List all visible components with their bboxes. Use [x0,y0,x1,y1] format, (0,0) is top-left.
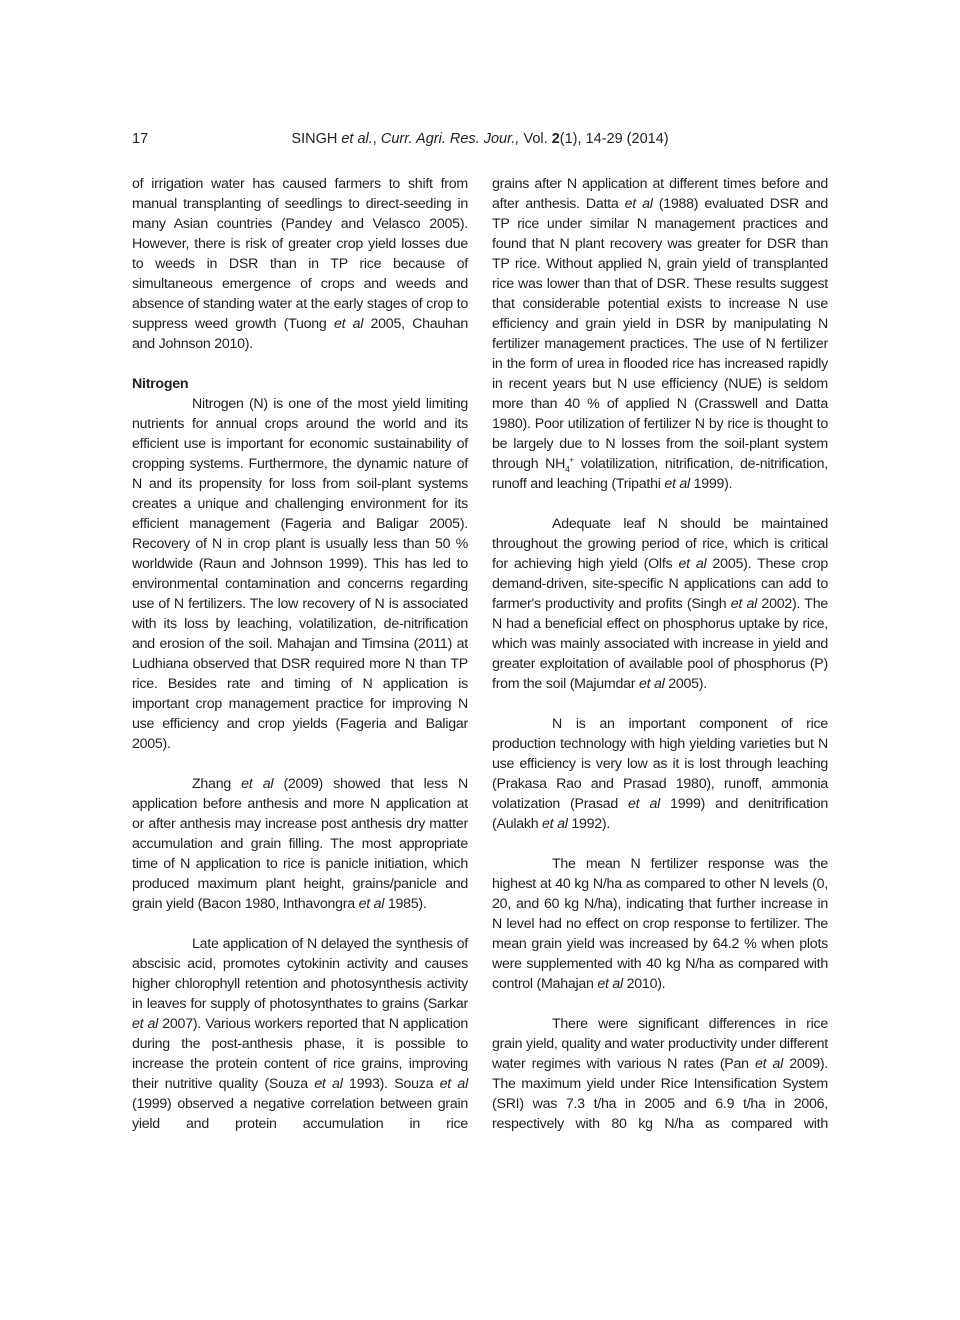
text-run: 2009). The maximum yield under Rice Intensification System (SRI) was 7.3 t/ha in 2005 and 6.9 t/ha in 2006, respectively with 80 kg N/ha as compared with [492,1056,829,1132]
italic-text: et al [542,816,568,832]
text-run: 2002). The N had a beneficial effect on phosphorus uptake by rice, which was mainly associated with increase in yield and greater exploitation of available pool of phosphorus (P) from the soil (Majumdar [492,596,828,692]
text-run: 2010). [622,976,666,992]
text-run: 2 [551,131,560,147]
text-run: , [372,131,381,147]
text-run: 1993). Souza [342,1076,440,1092]
text-run: 1985). [384,896,427,912]
text-run: Adequate leaf N should be maintained throughout the growing period of rice, which is critical for achieving high yield (Olfs [492,516,828,572]
paragraph [492,514,828,694]
paragraph [132,774,468,914]
italic-text: et al [638,676,665,692]
text-run: 2007). Various workers reported that N application during the post-anthesis phase, it is possible to increase the protein content of rice grains, improving their nutritive quality (Souza [132,1016,468,1092]
italic-text: et al [628,796,660,812]
text-run: 1999). [689,476,733,492]
text-run: 2005, Chauhan and Johnson 2010). [132,316,468,352]
text-run: grains after N application at different times before and after anthesis. Datta [492,176,828,212]
text-run: (1999) observed a negative correlation between grain yield and protein accumulation in rice [132,1096,468,1132]
text-run: volatilization, nitrification, de-nitrification, runoff and leaching (Tripathi [492,456,828,492]
text-run: (1988) evaluated DSR and TP rice under similar N management practices and found that N plant recovery was greater for DSR than TP rice. Without applied N, grain yield of transplanted rice was lower than that of DSR. These results suggest that considerable potential exists to increase N use efficiency and grain yield in DSR by manipulating N fertilizer management practices. The use of N fertilizer in the form of urea in flooded rice has increased rapidly in recent years but N use efficiency (NUE) is seldom more than 40 % of applied N (Crasswell and Datta 1980). Poor utilization of fertilizer N by rice is thought to be largely due to N losses from the soil-plant system through NH [492,196,828,472]
paragraph [132,174,468,354]
section-heading: Nitrogen [132,376,189,392]
italic-text: Curr. Agri. Res. Jour., [380,131,520,147]
text-run: (2009) showed that less N application before anthesis and more N application at or after anthesis may increase post anthesis dry matter accumulation and grain filling. The most appropriate time of N application to rice is panicle initiation, which produced maximum plant height, grains/panicle and grain yield (Bacon 1980, Inthavongra [132,776,468,912]
text-run: SINGH [291,131,342,147]
italic-text: et al [678,556,707,572]
paragraph [132,934,468,1134]
text-run: The mean N fertilizer response was the highest at 40 kg N/ha as compared to other N levels (0, 20, and 60 kg N/ha), indicating that further increase in N level had no effect on crop response to fertilizer. The mean grain yield was increased by 64.2 % when plots were supplemented with 40 kg N/ha as compared with control (Mahajan [492,856,828,992]
text-run: 1999) and denitrification (Aulakh [492,796,828,832]
text-run: 2005). These crop demand-driven, site-specific N applications can add to farmer's productivity and profits (Singh [492,556,828,612]
text-run: of irrigation water has caused farmers to shift from manual transplanting of seedlings to direct-seeding in many Asian countries (Pandey and Velasco 2005). However, there is risk of greater crop yield losses due to weeds in DSR than in TP rice because of simultaneous emergence of crops and weeds and absence of standing water at the early stages of crop to suppress weed growth (Tuong [132,176,468,332]
italic-text: et al [755,1056,784,1072]
text-run: (1), 14-29 (2014) [559,131,669,147]
paragraph [492,714,828,834]
right-column [492,174,828,1134]
text-run: Zhang [192,776,242,792]
left-column [132,174,468,1134]
italic-text: et al [314,1076,343,1092]
italic-text: et al [132,1016,159,1032]
text-run: 2005). [664,676,707,692]
text-run: 1992). [567,816,611,832]
text-run: Nitrogen (N) is one of the most yield limiting nutrients for annual crops around the world and its efficient use is important for economic sustainability of cropping systems. Furthermore, the dynamic nature of N and its propensity for loss from soil-plant systems creates a unique and challenging environment for its efficient management (Fageria and Baligar 2005). Recovery of N in crop plant is usually less than 50 % worldwide (Raun and Johnson 1999). This has led to environmental contamination and concerns regarding use of N fertilizers. The low recovery of N is associated with its loss by leaching, volatilization, de-nitrification and erosion of the soil. Mahajan and Timsina (2011) at Ludhiana observed that DSR required more N than TP rice. Besides rate and timing of N application is important crop management practice for improving N use efficiency and crop yields (Fageria and Baligar 2005). [132,396,468,752]
text-run: Late application of N delayed the synthesis of abscisic acid, promotes cytokinin activity and causes higher chlorophyll retention and photosynthesis activity in leaves for supply of photosynthates to grains (Sarkar [132,936,468,1012]
subscript: 4 [565,464,570,474]
text-run: N is an important component of rice production technology with high yielding varieties but N use efficiency is very low as it is lost through leaching (Prakasa Rao and Prasad 1980), runoff, ammonia volatization (Prasad [492,716,828,812]
page-number: 17 [132,131,149,147]
paragraph [132,394,468,754]
italic-text: et al [624,196,653,212]
italic-text: et al [664,476,690,492]
italic-text: et al [439,1076,468,1092]
italic-text: et al [597,976,623,992]
italic-text: et al [333,316,364,332]
italic-text: et al [241,776,274,792]
paragraph [492,174,828,494]
text-run: There were significant differences in rice grain yield, quality and water productivity under different water regimes with various N rates (Pan [492,1016,828,1072]
superscript: + [569,455,574,465]
paragraph [492,854,828,994]
paragraph [492,1014,828,1134]
italic-text: et al [730,596,758,612]
italic-text: et al. [341,131,373,147]
running-head [0,130,960,148]
text-run: Vol. [519,131,552,147]
italic-text: et al [358,896,385,912]
